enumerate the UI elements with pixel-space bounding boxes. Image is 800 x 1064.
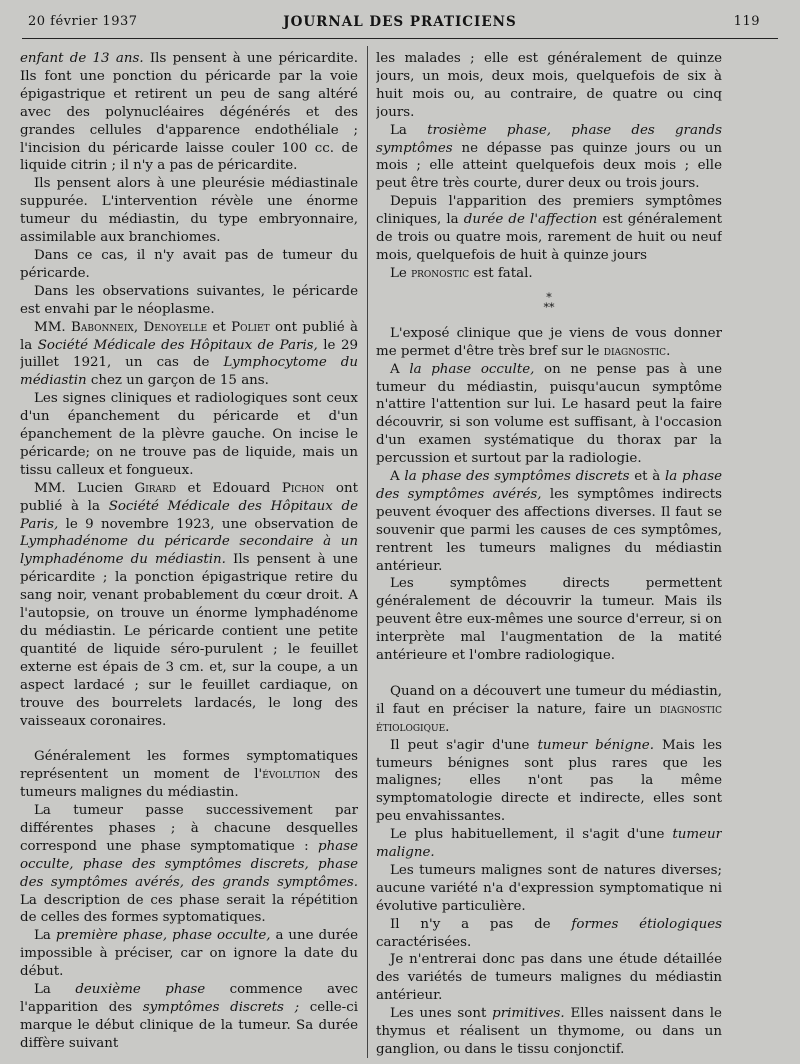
small-caps-term: Poliet: [231, 319, 270, 335]
paragraph: enfant de 13 ans. Ils pensent à une péricardite. Ils font une ponction du péricarde par la voie épigastrique et retirent un peu de sang altéré avec des polynucléaires dégénérés et des grandes cellules d'apparence endothéliale ; l'incision du péricarde laisse couler 100 cc. de liquide citrin ; il n'y a pas de péricardite.: [20, 51, 358, 174]
italic-phrase: la phase des symptômes discrets: [404, 469, 630, 485]
section-asterism: [376, 283, 722, 325]
italic-phrase: symptômes discrets ;: [142, 1000, 300, 1016]
asterism-text: * **: [543, 290, 555, 314]
header-date: 20 février 1937: [28, 14, 138, 29]
paragraph: MM. Lucien Girard et Edouard Pichon ont publié à la Société Médicale des Hôpitaux de Paris, le 9 novembre 1923, une observation de Lymphadénome du péricarde secondaire à un lymphadénome du médiastin. Ils pensent à une péricardite ; la ponction épigastrique retire du sang noir, venant probablement du cœur droit. A l'autopsie, on trouve un énorme lymphadénome du médiastin. Le péricarde contient une petite quantité de liquide séro-purulent ; le feuillet externe est épais de 3 cm. et, sur la coupe, a un aspect lardacé ; sur le feuillet cardiaque, on trouve des bourrelets lardacés, le long des vaisseaux coronaires.: [20, 480, 358, 729]
paragraph: Il n'y a pas de formes étiologiques caractérisées.: [376, 916, 722, 950]
paragraph: Les tumeurs malignes sont de natures diverses; aucune variété n'a d'expression symptomatique ni évolutive particulière.: [376, 862, 722, 914]
page-number: 119: [733, 14, 760, 29]
left-column: [20, 50, 358, 1060]
paragraph: Les unes sont primitives. Elles naissent dans le thymus et réalisent un thymome, ou dans un ganglion, ou dans le tissu conjonctif.: [376, 1006, 722, 1058]
italic-phrase: Lymphocytome du médiastin: [20, 355, 358, 389]
italic-phrase: première phase, phase occulte,: [55, 928, 271, 944]
italic-phrase: durée de l'affection: [463, 212, 598, 228]
paragraph: La trosième phase, phase des grands symptômes ne dépasse pas quinze jours ou un mois ; elle atteint quelquefois deux mois ; elle peut être très courte, durer deux ou trois jours.: [376, 122, 722, 192]
page-header: [0, 0, 800, 40]
column-divider: [367, 46, 368, 1058]
paragraph: A la phase occulte, on ne pense pas à une tumeur du médiastin, puisqu'aucun symptôme n'attire l'attention sur lui. Le hasard peut la faire découvrir, si son volume est suffisant, à l'occasion d'un examen systématique du thorax par la percussion et surtout par la radiologie.: [376, 361, 722, 467]
paragraph: Quand on a découvert une tumeur du médiastin, il faut en préciser la nature, faire un diagnostic étiologique.: [376, 683, 722, 735]
right-column: [376, 50, 722, 1060]
italic-phrase: primitives.: [492, 1006, 565, 1022]
small-caps-term: Girard: [134, 480, 177, 496]
header-rule: [22, 38, 778, 39]
italic-phrase: trosième phase, phase des grands symptômes: [376, 122, 722, 156]
small-caps-term: Denoyelle: [143, 319, 208, 335]
paragraph: Le pronostic est fatal.: [390, 265, 533, 281]
paragraph: Dans les observations suivantes, le péricarde est envahi par le néoplasme.: [20, 283, 358, 317]
paragraph: Ils pensent alors à une pleurésie médiastinale suppurée. L'intervention révèle une énorme tumeur du médiastin, du type embryonnaire, assimilable aux branchiomes.: [20, 176, 358, 246]
paragraph: La tumeur passe successivement par différentes phases ; à chacune desquelles correspond une phase symptomatique : phase occulte, phase des symptômes discrets, phase des symptômes avérés, des grands symptômes. La description de ces phase serait la répétition de celles des formes syptomatiques.: [20, 803, 358, 926]
small-caps-term: pronostic: [411, 265, 470, 281]
italic-phrase: Société Médicale des Hôpitaux de Paris,: [37, 337, 318, 353]
paragraph: Généralement les formes symptomatiques représentent un moment de l'évolution des tumeurs malignes du médiastin.: [20, 749, 358, 801]
italic-phrase: enfant de 13 ans.: [20, 51, 144, 66]
paragraph: les malades ; elle est généralement de quinze jours, un mois, deux mois, quelquefois de six à huit mois ou, au contraire, de quatre ou cinq jours.: [376, 51, 722, 120]
italic-phrase: deuxième phase: [75, 982, 206, 998]
journal-title: JOURNAL DES PRATICIENS: [283, 14, 517, 30]
paragraph: L'exposé clinique que je viens de vous donner me permet d'être très bref sur le diagnostic.: [376, 325, 722, 359]
small-caps-term: évolution: [262, 767, 321, 783]
italic-phrase: Lymphadénome du péricarde secondaire à un lymphadénome du médiastin.: [20, 534, 358, 568]
paragraph: Depuis l'apparition des premiers symptômes cliniques, la durée de l'affection est généralement de trois ou quatre mois, rarement de huit ou neuf mois, quelquefois de huit à quinze jours: [376, 194, 722, 263]
paragraph: La première phase, phase occulte, a une durée impossible à préciser, car on ignore la date du début.: [20, 928, 358, 980]
small-caps-term: diagnostic étiologique: [376, 701, 722, 735]
small-caps-term: Pichon: [281, 480, 325, 496]
italic-phrase: tumeur maligne.: [376, 827, 722, 861]
paragraph: A la phase des symptômes discrets et à la phase des symptômes avérés, les symptômes indirects peuvent évoquer des affections diverses. Il faut se souvenir que parmi les causes de ces symptômes, rentrent les tumeurs malignes du médiastin antérieur.: [376, 469, 722, 574]
paragraph: Le plus habituellement, il s'agit d'une tumeur maligne.: [376, 827, 722, 861]
italic-phrase: la phase occulte,: [409, 361, 535, 377]
italic-phrase: formes étiologiques: [571, 916, 722, 932]
paragraph: La deuxième phase commence avec l'apparition des symptômes discrets ; celle-ci marque le début clinique de la tumeur. Sa durée diffère suivant: [20, 982, 358, 1051]
italic-phrase: tumeur bénigne.: [537, 737, 654, 753]
paragraph: Les signes cliniques et radiologiques sont ceux d'un épanchement du péricarde et d'un épanchement de la plèvre gauche. On incise le péricarde; on ne trouve pas de liquide, mais un tissu calleux et fongueux.: [20, 391, 358, 478]
italic-phrase: phase occulte, phase des symptômes discrets, phase des symptômes avérés, des grands symptômes.: [20, 838, 358, 890]
paragraph: Il peut s'agir d'une tumeur bénigne. Mais les tumeurs bénignes sont plus rares que les malignes; elles n'ont pas la même symptomatologie directe et indirecte, elles sont peu envahissantes.: [376, 737, 722, 825]
paragraph: MM. Babonneix, Denoyelle et Poliet ont publié à la Société Médicale des Hôpitaux de Paris, le 29 juillet 1921, un cas de Lymphocytome du médiastin chez un garçon de 15 ans.: [20, 319, 358, 389]
italic-phrase: Société Médicale des Hôpitaux de Paris,: [20, 498, 358, 532]
paragraph: Les symptômes directs permettent généralement de découvrir la tumeur. Mais ils peuvent être eux-mêmes une source d'erreur, si on interprète mal l'augmentation de la matité antérieure et l'ombre radiologique.: [376, 576, 722, 664]
paragraph: Dans ce cas, il n'y avait pas de tumeur du péricarde.: [20, 247, 358, 281]
small-caps-term: diagnostic: [603, 343, 667, 359]
paragraph: Je n'entrerai donc pas dans une étude détaillée des variétés de tumeurs malignes du médiastin antérieur.: [376, 952, 722, 1004]
small-caps-term: Babonneix: [71, 319, 134, 335]
italic-phrase: la phase des symptômes avérés,: [376, 469, 722, 502]
